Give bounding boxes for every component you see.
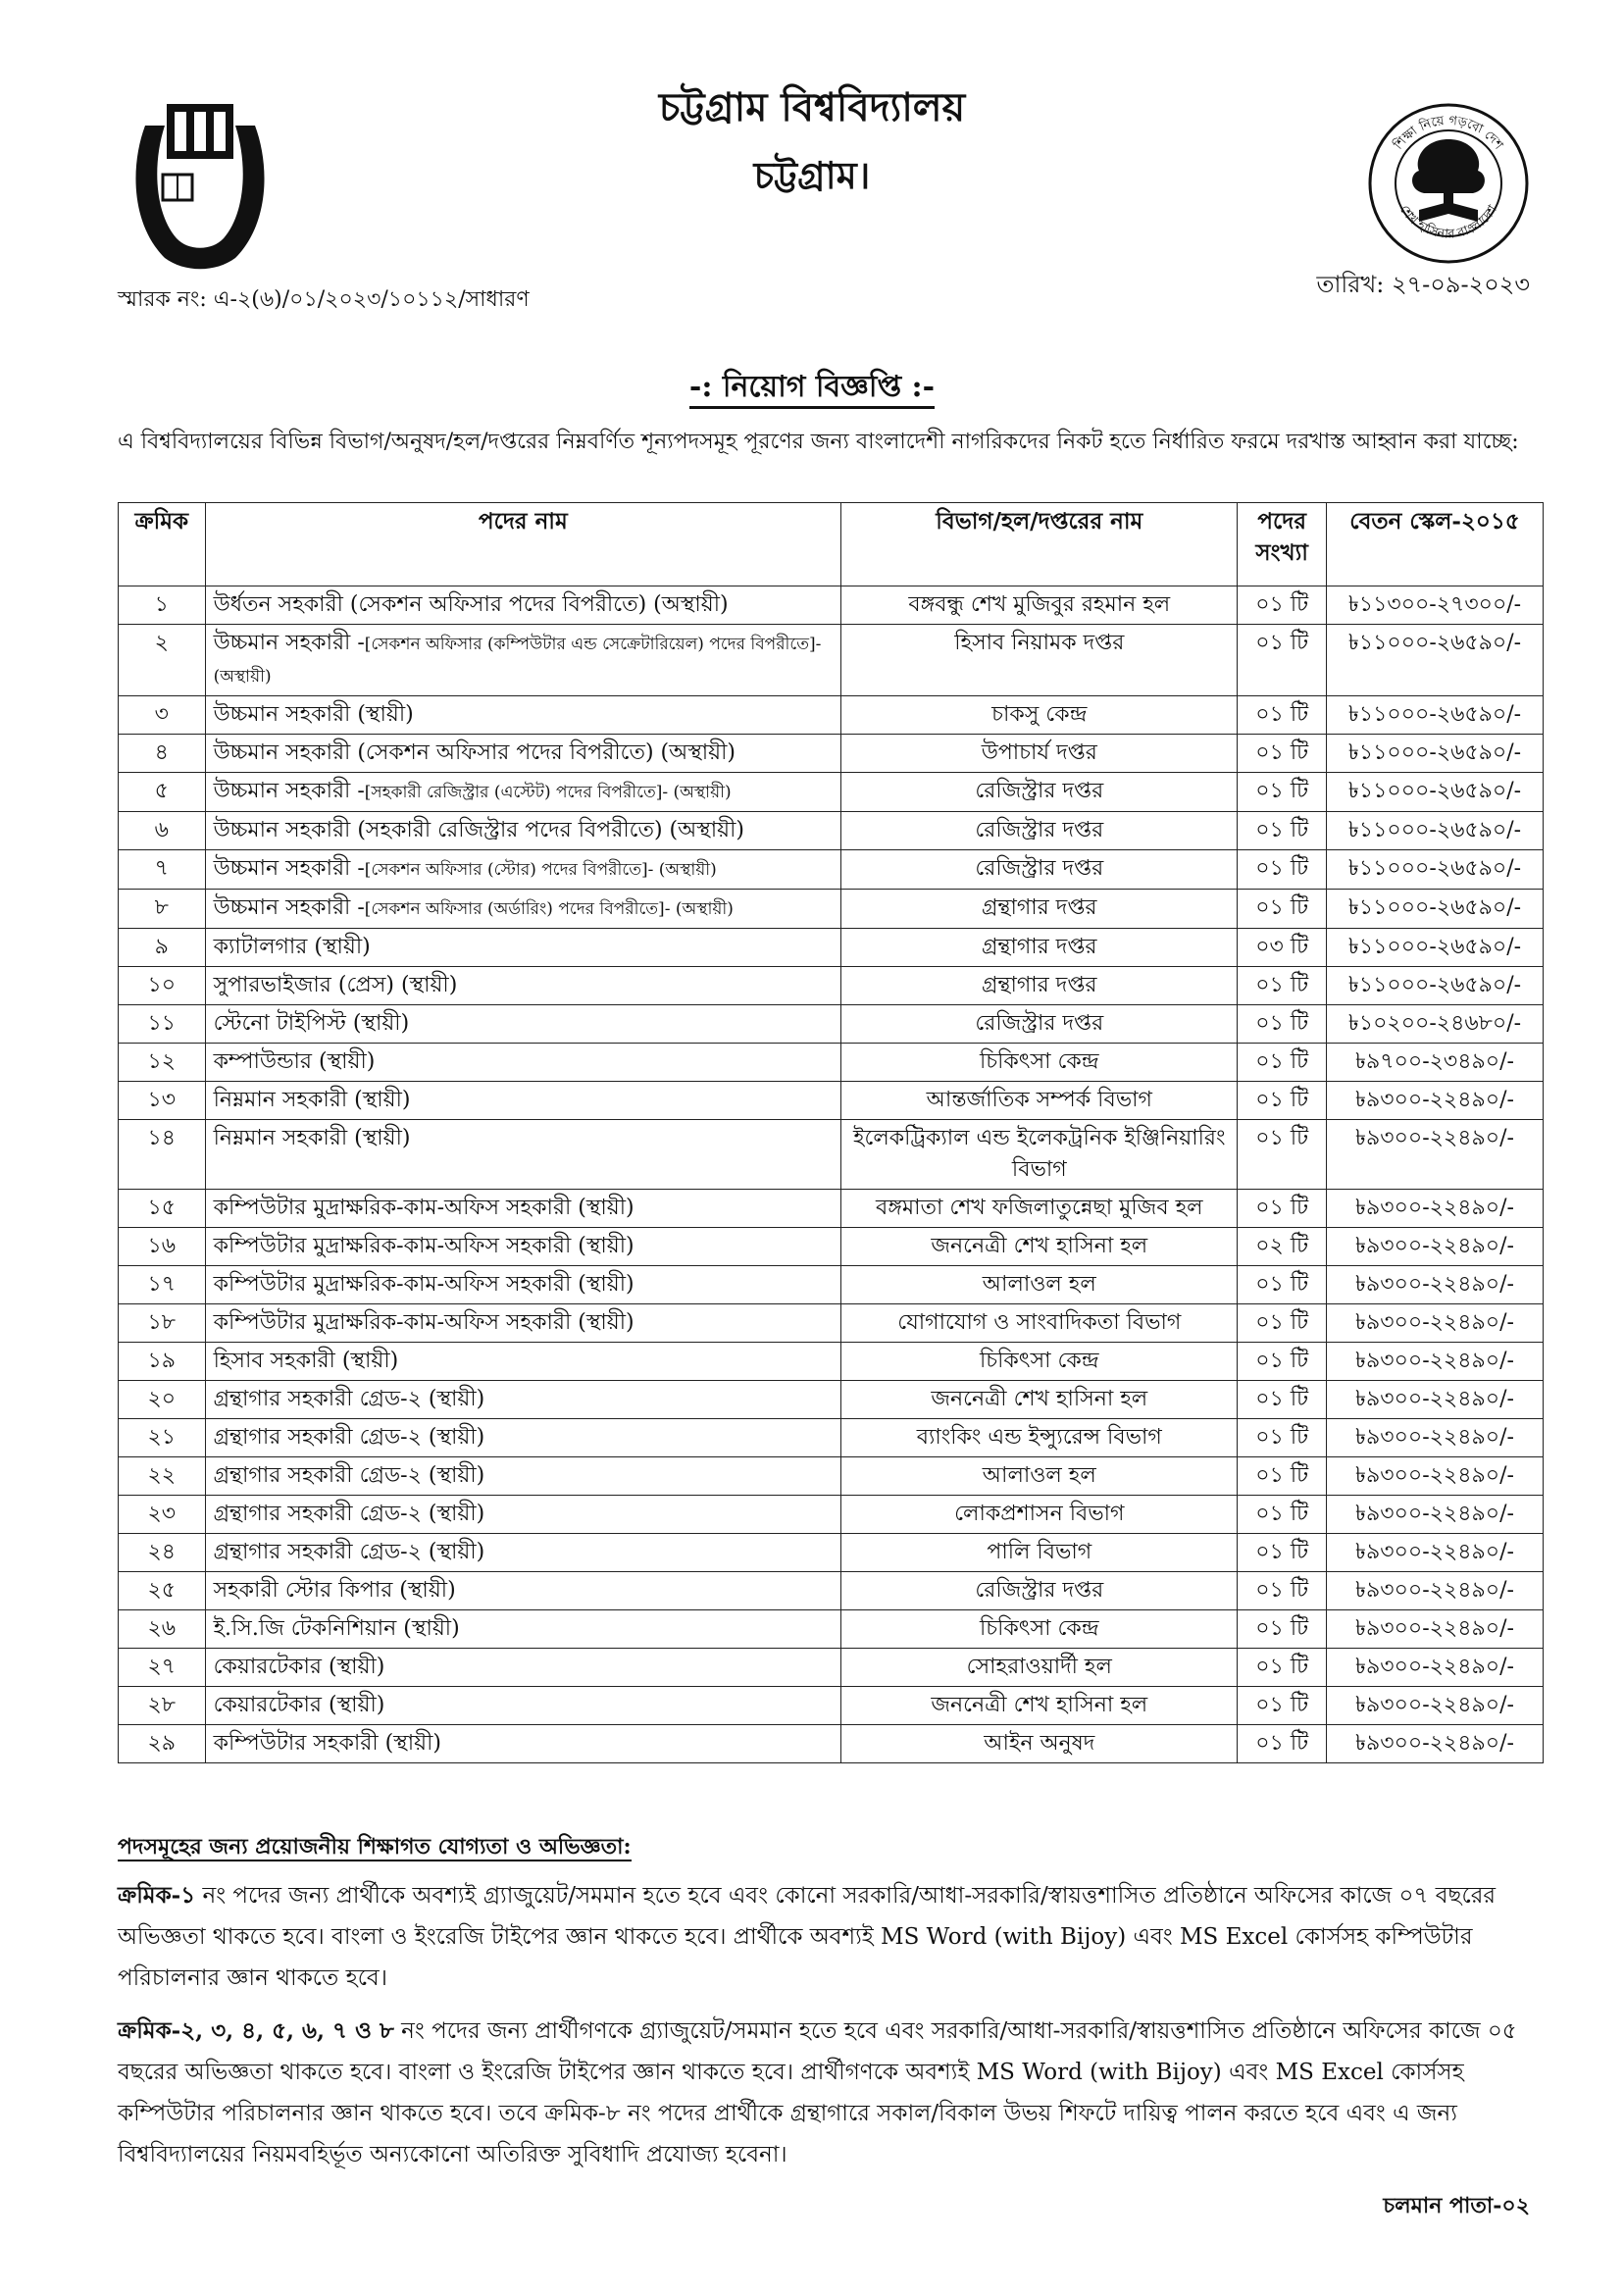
row-post-count: ০১ টি xyxy=(1238,1304,1327,1343)
row-department: চিকিৎসা কেন্দ্র xyxy=(841,1044,1238,1082)
university-name: চট্টগ্রাম বিশ্ববিদ্যালয় xyxy=(658,84,966,130)
row-department: বঙ্গবন্ধু শেখ মুজিবুর রহমান হল xyxy=(841,586,1238,625)
table-row xyxy=(119,1457,1544,1496)
row-department: লোকপ্রশাসন বিভাগ xyxy=(841,1496,1238,1534)
qualification-paragraph-2 xyxy=(118,2011,1540,2175)
row-pay-scale: ৳৯৩০০-২২৪৯০/- xyxy=(1327,1190,1544,1228)
row-post-name xyxy=(205,773,841,812)
table-row xyxy=(119,1228,1544,1266)
col-serial-header: ক্রমিক xyxy=(119,503,206,586)
row-post-name xyxy=(205,625,841,696)
row-post-count: ০১ টি xyxy=(1238,1457,1327,1496)
row-department: গ্রন্থাগার দপ্তর xyxy=(841,967,1238,1005)
row-post-name xyxy=(205,1572,841,1610)
qualifications-heading xyxy=(118,1830,632,1866)
row-department: পালি বিভাগ xyxy=(841,1534,1238,1572)
row-department: সোহরাওয়ার্দী হল xyxy=(841,1649,1238,1687)
table-row xyxy=(119,1190,1544,1228)
row-pay-scale: ৳৯৩০০-২২৪৯০/- xyxy=(1327,1304,1544,1343)
row-post-note: [সেকশন অফিসার (স্টোর) পদের বিপরীতে] xyxy=(364,860,648,880)
row-department: আন্তর্জাতিক সম্পর্ক বিভাগ xyxy=(841,1082,1238,1120)
row-department: রেজিস্ট্রার দপ্তর xyxy=(841,1572,1238,1610)
row-serial: ১৩ xyxy=(119,1082,206,1120)
row-pay-scale: ৳১১০০০-২৬৫৯০/- xyxy=(1327,850,1544,890)
row-post-note: [সেকশন অফিসার (কম্পিউটার এন্ড সেক্রেটারিয়েল) পদের বিপরীতে] xyxy=(364,635,816,654)
col-dept-header: বিভাগ/হল/দপ্তরের নাম xyxy=(841,503,1238,586)
row-post-title: স্টেনো টাইপিস্ট (স্থায়ী) xyxy=(213,1011,410,1036)
row-post-title: উচ্চমান সহকারী - xyxy=(213,779,365,803)
row-post-name xyxy=(205,1687,841,1725)
row-department: জননেত্রী শেখ হাসিনা হল xyxy=(841,1687,1238,1725)
table-row xyxy=(119,1610,1544,1649)
row-post-title: ই.সি.জি টেকনিশিয়ান (স্থায়ী) xyxy=(213,1616,460,1641)
qualification-1-label: ক্রমিক-১ xyxy=(118,1882,196,1909)
row-pay-scale: ৳১১০০০-২৬৫৯০/- xyxy=(1327,967,1544,1005)
row-post-tail: - (অস্থায়ী) xyxy=(664,899,734,919)
row-department: বঙ্গমাতা শেখ ফজিলাতুন্নেছা মুজিব হল xyxy=(841,1190,1238,1228)
row-serial: ৪ xyxy=(119,735,206,773)
col-post-header: পদের নাম xyxy=(205,503,841,586)
row-post-title: উচ্চমান সহকারী - xyxy=(213,631,365,655)
row-post-name xyxy=(205,1190,841,1228)
row-pay-scale: ৳৯৭০০-২৩৪৯০/- xyxy=(1327,1044,1544,1082)
qualification-2-label: ক্রমিক-২, ৩, ৪, ৫, ৬, ৭ ও ৮ xyxy=(118,2017,394,2044)
row-serial: ২০ xyxy=(119,1381,206,1419)
row-department: আলাওল হল xyxy=(841,1266,1238,1304)
row-department: চিকিৎসা কেন্দ্র xyxy=(841,1343,1238,1381)
row-pay-scale: ৳১১০০০-২৬৫৯০/- xyxy=(1327,735,1544,773)
row-post-title: সুপারভাইজার (প্রেস) (স্থায়ী) xyxy=(213,973,458,997)
row-pay-scale: ৳৯৩০০-২২৪৯০/- xyxy=(1327,1419,1544,1457)
table-row xyxy=(119,773,1544,812)
table-row xyxy=(119,1005,1544,1044)
row-post-title: উচ্চমান সহকারী (স্থায়ী) xyxy=(213,702,414,727)
row-pay-scale: ৳১১৩০০-২৭৩০০/- xyxy=(1327,586,1544,625)
row-pay-scale: ৳৯৩০০-২২৪৯০/- xyxy=(1327,1610,1544,1649)
row-post-title: উর্ধতন সহকারী (সেকশন অফিসার পদের বিপরীতে) (অস্থায়ী) xyxy=(213,592,729,617)
row-post-note: [সহকারী রেজিস্ট্রার (এস্টেট) পদের বিপরীতে] xyxy=(364,783,663,802)
row-pay-scale: ৳৯৩০০-২২৪৯০/- xyxy=(1327,1725,1544,1763)
row-post-count: ০১ টি xyxy=(1238,850,1327,890)
row-pay-scale: ৳৯৩০০-২২৪৯০/- xyxy=(1327,1687,1544,1725)
row-serial: ৯ xyxy=(119,929,206,967)
qualification-2-text: নং পদের জন্য প্রার্থীগণকে গ্র্যাজুয়েট/সমমান হতে হবে এবং সরকারি/আধা-সরকারি/স্বায়ত্তশাসিত প্রতিষ্ঠানে অফিসের কাজে ০৫ বছরের অভিজ্ঞতা থাকতে হবে। বাংলা ও ইংরেজি টাইপের জ্ঞান থাকতে হবে। প্রার্থীগণকে অবশ্যই MS Word (with Bijoy) এবং MS Excel কোর্সসহ কম্পিউটার পরিচালনার জ্ঞান থাকতে হবে। তবে ক্রমিক-৮ নং পদের প্রার্থীকে গ্রন্থাগারে সকাল/বিকাল উভয় শিফটে দায়িত্ব পালন করতে হবে এবং এ জন্য বিশ্ববিদ্যালয়ের নিয়মবহির্ভূত অন্যকোনো অতিরিক্ত সুবিধাদি প্রযোজ্য হবেনা। xyxy=(118,2018,1517,2167)
table-row xyxy=(119,1496,1544,1534)
row-post-name xyxy=(205,1419,841,1457)
table-row xyxy=(119,1572,1544,1610)
row-post-count: ০১ টি xyxy=(1238,1120,1327,1190)
table-row xyxy=(119,1343,1544,1381)
row-post-name xyxy=(205,967,841,1005)
table-row xyxy=(119,1419,1544,1457)
row-post-count: ০১ টি xyxy=(1238,890,1327,929)
row-department: রেজিস্ট্রার দপ্তর xyxy=(841,773,1238,812)
row-department: রেজিস্ট্রার দপ্তর xyxy=(841,850,1238,890)
row-post-count: ০১ টি xyxy=(1238,1190,1327,1228)
row-serial: ১০ xyxy=(119,967,206,1005)
row-post-title: হিসাব সহকারী (স্থায়ী) xyxy=(213,1349,399,1373)
vacancy-table xyxy=(118,502,1544,1763)
row-post-title: উচ্চমান সহকারী (সহকারী রেজিস্ট্রার পদের বিপরীতে) (অস্থায়ী) xyxy=(213,818,744,842)
row-serial: ১১ xyxy=(119,1005,206,1044)
row-post-name xyxy=(205,812,841,850)
table-header-row xyxy=(119,503,1544,586)
row-post-count: ০১ টি xyxy=(1238,1725,1327,1763)
row-pay-scale: ৳৯৩০০-২২৪৯০/- xyxy=(1327,1496,1544,1534)
row-department: যোগাযোগ ও সাংবাদিকতা বিভাগ xyxy=(841,1304,1238,1343)
row-post-title: নিম্নমান সহকারী (স্থায়ী) xyxy=(213,1126,411,1150)
row-pay-scale: ৳৯৩০০-২২৪৯০/- xyxy=(1327,1082,1544,1120)
row-post-name xyxy=(205,735,841,773)
notice-title xyxy=(0,363,1624,413)
row-post-title: কম্পিউটার মুদ্রাক্ষরিক-কাম-অফিস সহকারী (স্থায়ী) xyxy=(213,1310,634,1335)
row-post-count: ০১ টি xyxy=(1238,1649,1327,1687)
row-department: চিকিৎসা কেন্দ্র xyxy=(841,1610,1238,1649)
row-post-name xyxy=(205,890,841,929)
row-pay-scale: ৳১১০০০-২৬৫৯০/- xyxy=(1327,625,1544,696)
row-department: রেজিস্ট্রার দপ্তর xyxy=(841,1005,1238,1044)
row-serial: ৩ xyxy=(119,696,206,735)
row-post-tail: - (অস্থায়ী) xyxy=(662,783,732,802)
row-post-title: উচ্চমান সহকারী - xyxy=(213,895,365,920)
row-post-name xyxy=(205,1381,841,1419)
row-serial: ২৪ xyxy=(119,1534,206,1572)
row-post-count: ০১ টি xyxy=(1238,1381,1327,1419)
row-serial: ১২ xyxy=(119,1044,206,1082)
row-department: জননেত্রী শেখ হাসিনা হল xyxy=(841,1381,1238,1419)
row-department: আইন অনুষদ xyxy=(841,1725,1238,1763)
table-row xyxy=(119,967,1544,1005)
row-post-name xyxy=(205,1120,841,1190)
row-post-name xyxy=(205,1044,841,1082)
row-department: চাকসু কেন্দ্র xyxy=(841,696,1238,735)
qualifications-heading-text: পদসমূহের জন্য প্রয়োজনীয় শিক্ষাগত যোগ্যতা ও অভিজ্ঞতা: xyxy=(118,1834,632,1860)
row-serial: ১৯ xyxy=(119,1343,206,1381)
row-department: উপাচার্য দপ্তর xyxy=(841,735,1238,773)
table-row xyxy=(119,1381,1544,1419)
emblem-text-bottom: শেখ হাসিনার বাংলাদেশ xyxy=(1396,202,1501,242)
row-post-name xyxy=(205,1082,841,1120)
row-post-name xyxy=(205,1304,841,1343)
row-post-title: উচ্চমান সহকারী - xyxy=(213,856,365,881)
row-post-title: ক্যাটালগার (স্থায়ী) xyxy=(213,935,371,959)
row-post-count: ০১ টি xyxy=(1238,1044,1327,1082)
row-post-name xyxy=(205,1534,841,1572)
row-post-count: ০১ টি xyxy=(1238,696,1327,735)
row-post-name xyxy=(205,1649,841,1687)
row-post-tail: - (অস্থায়ী) xyxy=(213,635,822,687)
row-post-count: ০১ টি xyxy=(1238,1082,1327,1120)
row-post-count: ০১ টি xyxy=(1238,1266,1327,1304)
qualification-1-text: নং পদের জন্য প্রার্থীকে অবশ্যই গ্র্যাজুয়েট/সমমান হতে হবে এবং কোনো সরকারি/আধা-সরকারি/স্বায়ত্তশাসিত প্রতিষ্ঠানে অফিসের কাজে ০৭ বছরের অভিজ্ঞতা থাকতে হবে। বাংলা ও ইংরেজি টাইপের জ্ঞান থাকতে হবে। প্রার্থীকে অবশ্যই MS Word (with Bijoy) এবং MS Excel কোর্সসহ কম্পিউটার পরিচালনার জ্ঞান থাকতে হবে। xyxy=(118,1883,1497,1991)
table-row xyxy=(119,696,1544,735)
row-department: হিসাব নিয়ামক দপ্তর xyxy=(841,625,1238,696)
row-department: গ্রন্থাগার দপ্তর xyxy=(841,890,1238,929)
row-post-count: ০১ টি xyxy=(1238,1343,1327,1381)
row-pay-scale: ৳৯৩০০-২২৪৯০/- xyxy=(1327,1266,1544,1304)
memo-number: স্মারক নং: এ-২(৬)/০১/২০২৩/১০১১২/সাধারণ xyxy=(118,287,530,312)
row-serial: ২৩ xyxy=(119,1496,206,1534)
row-department: রেজিস্ট্রার দপ্তর xyxy=(841,812,1238,850)
row-post-title: গ্রন্থাগার সহকারী গ্রেড-২ (স্থায়ী) xyxy=(213,1540,485,1564)
row-post-count: ০১ টি xyxy=(1238,773,1327,812)
row-post-count: ০১ টি xyxy=(1238,625,1327,696)
qualification-paragraph-1 xyxy=(118,1875,1540,1999)
table-row xyxy=(119,625,1544,696)
row-serial: ৭ xyxy=(119,850,206,890)
row-post-count: ০১ টি xyxy=(1238,1534,1327,1572)
table-row xyxy=(119,1044,1544,1082)
row-serial: ৬ xyxy=(119,812,206,850)
notice-title-text: -: নিয়োগ বিজ্ঞপ্তি :- xyxy=(689,370,935,409)
row-post-count: ০১ টি xyxy=(1238,967,1327,1005)
row-post-name xyxy=(205,1005,841,1044)
row-serial: ৫ xyxy=(119,773,206,812)
row-serial: ১৭ xyxy=(119,1266,206,1304)
row-post-title: কম্পিউটার মুদ্রাক্ষরিক-কাম-অফিস সহকারী (স্থায়ী) xyxy=(213,1234,634,1258)
row-post-tail: - (অস্থায়ী) xyxy=(647,860,717,880)
vacancy-rows xyxy=(119,586,1544,1763)
row-post-name xyxy=(205,850,841,890)
row-pay-scale: ৳১১০০০-২৬৫৯০/- xyxy=(1327,890,1544,929)
table-row xyxy=(119,1266,1544,1304)
row-serial: ১৬ xyxy=(119,1228,206,1266)
row-post-name xyxy=(205,696,841,735)
row-post-title: কম্পিউটার মুদ্রাক্ষরিক-কাম-অফিস সহকারী (স্থায়ী) xyxy=(213,1196,634,1220)
row-pay-scale: ৳১১০০০-২৬৫৯০/- xyxy=(1327,812,1544,850)
row-serial: ৮ xyxy=(119,890,206,929)
row-post-count: ০১ টি xyxy=(1238,1496,1327,1534)
row-pay-scale: ৳১১০০০-২৬৫৯০/- xyxy=(1327,929,1544,967)
row-serial: ২৬ xyxy=(119,1610,206,1649)
row-pay-scale: ৳৯৩০০-২২৪৯০/- xyxy=(1327,1457,1544,1496)
table-row xyxy=(119,890,1544,929)
row-serial: ২৯ xyxy=(119,1725,206,1763)
row-pay-scale: ৳৯৩০০-২২৪৯০/- xyxy=(1327,1343,1544,1381)
row-serial: ২৭ xyxy=(119,1649,206,1687)
row-post-title: কেয়ারটেকার (স্থায়ী) xyxy=(213,1655,385,1679)
row-pay-scale: ৳৯৩০০-২২৪৯০/- xyxy=(1327,1572,1544,1610)
table-row xyxy=(119,1725,1544,1763)
row-post-title: গ্রন্থাগার সহকারী গ্রেড-২ (স্থায়ী) xyxy=(213,1463,485,1488)
row-serial: ২৮ xyxy=(119,1687,206,1725)
row-post-name xyxy=(205,1496,841,1534)
row-post-title: নিম্নমান সহকারী (স্থায়ী) xyxy=(213,1088,411,1112)
row-post-name xyxy=(205,586,841,625)
row-serial: ১৫ xyxy=(119,1190,206,1228)
row-serial: ২২ xyxy=(119,1457,206,1496)
row-post-count: ০১ টি xyxy=(1238,812,1327,850)
row-serial: ১ xyxy=(119,586,206,625)
row-post-count: ০১ টি xyxy=(1238,1687,1327,1725)
row-post-title: গ্রন্থাগার সহকারী গ্রেড-২ (স্থায়ী) xyxy=(213,1425,485,1450)
table-row xyxy=(119,1649,1544,1687)
row-department: জননেত্রী শেখ হাসিনা হল xyxy=(841,1228,1238,1266)
table-row xyxy=(119,735,1544,773)
row-post-count: ০২ টি xyxy=(1238,1228,1327,1266)
row-serial: ২১ xyxy=(119,1419,206,1457)
row-post-count: ০১ টি xyxy=(1238,1005,1327,1044)
row-department: গ্রন্থাগার দপ্তর xyxy=(841,929,1238,967)
row-post-title: কম্পিউটার সহকারী (স্থায়ী) xyxy=(213,1731,441,1756)
row-post-name xyxy=(205,1343,841,1381)
row-post-name xyxy=(205,929,841,967)
row-post-name xyxy=(205,1228,841,1266)
row-pay-scale: ৳১১০০০-২৬৫৯০/- xyxy=(1327,696,1544,735)
row-post-title: সহকারী স্টোর কিপার (স্থায়ী) xyxy=(213,1578,456,1603)
table-row xyxy=(119,1534,1544,1572)
table-row xyxy=(119,929,1544,967)
row-pay-scale: ৳১১০০০-২৬৫৯০/- xyxy=(1327,773,1544,812)
col-scale-header: বেতন স্কেল-২০১৫ xyxy=(1327,503,1544,586)
row-department: আলাওল হল xyxy=(841,1457,1238,1496)
row-serial: ১৮ xyxy=(119,1304,206,1343)
row-post-count: ০১ টি xyxy=(1238,1572,1327,1610)
table-row xyxy=(119,812,1544,850)
row-post-name xyxy=(205,1610,841,1649)
row-post-note: [সেকশন অফিসার (অর্ডারিং) পদের বিপরীতে] xyxy=(364,899,665,919)
row-post-title: কম্পিউটার মুদ্রাক্ষরিক-কাম-অফিস সহকারী (স্থায়ী) xyxy=(213,1272,634,1297)
row-post-count: ০১ টি xyxy=(1238,1610,1327,1649)
table-row xyxy=(119,1687,1544,1725)
row-post-count: ০১ টি xyxy=(1238,586,1327,625)
row-post-title: গ্রন্থাগার সহকারী গ্রেড-২ (স্থায়ী) xyxy=(213,1387,485,1411)
row-post-title: উচ্চমান সহকারী (সেকশন অফিসার পদের বিপরীতে) (অস্থায়ী) xyxy=(213,740,736,765)
row-post-title: গ্রন্থাগার সহকারী গ্রেড-২ (স্থায়ী) xyxy=(213,1502,485,1526)
table-row xyxy=(119,1082,1544,1120)
continued-page-note: চলমান পাতা-০২ xyxy=(1383,2193,1530,2218)
row-post-title: কেয়ারটেকার (স্থায়ী) xyxy=(213,1693,385,1717)
notice-date: তারিখ: ২৭-০৯-২০২৩ xyxy=(1316,271,1530,298)
row-department: ইলেকট্রিক্যাল এন্ড ইলেকট্রনিক ইঞ্জিনিয়ারিং বিভাগ xyxy=(841,1120,1238,1190)
emblem-text-top: শিক্ষা নিয়ে গড়বো দেশ xyxy=(1391,113,1506,153)
row-post-count: ০১ টি xyxy=(1238,1419,1327,1457)
row-serial: ২৫ xyxy=(119,1572,206,1610)
row-pay-scale: ৳৯৩০০-২২৪৯০/- xyxy=(1327,1120,1544,1190)
row-post-name xyxy=(205,1266,841,1304)
row-pay-scale: ৳৯৩০০-২২৪৯০/- xyxy=(1327,1381,1544,1419)
row-serial: ১৪ xyxy=(119,1120,206,1190)
table-row xyxy=(119,850,1544,890)
row-post-count: ০১ টি xyxy=(1238,735,1327,773)
table-row xyxy=(119,586,1544,625)
row-pay-scale: ৳১০২০০-২৪৬৮০/- xyxy=(1327,1005,1544,1044)
row-serial: ২ xyxy=(119,625,206,696)
col-count-header: পদের সংখ্যা xyxy=(1238,503,1327,586)
row-post-title: কম্পাউন্ডার (স্থায়ী) xyxy=(213,1049,376,1074)
table-row xyxy=(119,1120,1544,1190)
row-pay-scale: ৳৯৩০০-২২৪৯০/- xyxy=(1327,1649,1544,1687)
row-pay-scale: ৳৯৩০০-২২৪৯০/- xyxy=(1327,1534,1544,1572)
table-row xyxy=(119,1304,1544,1343)
row-post-name xyxy=(205,1725,841,1763)
row-post-count: ০৩ টি xyxy=(1238,929,1327,967)
row-department: ব্যাংকিং এন্ড ইন্স্যুরেন্স বিভাগ xyxy=(841,1419,1238,1457)
row-post-name xyxy=(205,1457,841,1496)
notice-intro: এ বিশ্ববিদ্যালয়ের বিভিন্ন বিভাগ/অনুষদ/হল/দপ্তরের নিম্নবর্ণিত শূন্যপদসমূহ পূরণের জন্য বাংলাদেশী নাগরিকদের নিকট হতে নির্ধারিত ফরমে দরখাস্ত আহ্বান করা যাচ্ছে: xyxy=(118,430,1519,454)
university-city: চট্টগ্রাম। xyxy=(753,153,871,197)
row-pay-scale: ৳৯৩০০-২২৪৯০/- xyxy=(1327,1228,1544,1266)
